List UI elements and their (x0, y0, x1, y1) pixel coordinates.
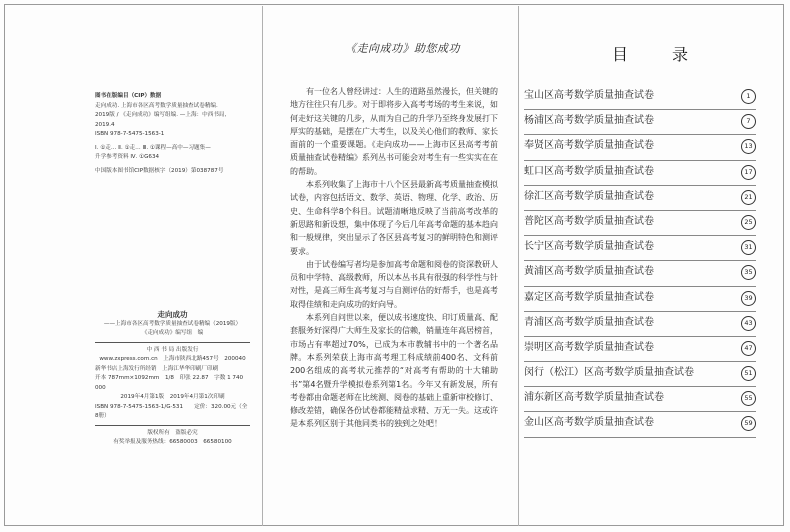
imprint-block (95, 310, 250, 448)
toc-page-number: 43 (741, 316, 756, 331)
cip-line: Ⅰ. ①走… Ⅱ. ①走… Ⅲ. ①课程—高中—习题集— (95, 144, 211, 151)
imprint-rights: 版权所有 盗版必究 (147, 429, 198, 436)
imprint-distributor: 新华书店上海发行所经销 上海江华华印刷厂印刷 (95, 365, 219, 372)
toc-item-label: 闵行（松江）区高考数学质量抽查试卷 (524, 367, 694, 379)
intro-paragraph: 本系列收集了上海市十八个区县最新高考质量抽查模拟试卷，内容包括语文、数学、英语、物理、化学、政治、历史、生命科学8个科目。试题清晰地反映了当前高考改革的新思路和新设想，集中体现了今后几年高考命题的基本趋向和一般规律，突出显示了各区县高考复习的鲜明特色和测评要求。 (290, 180, 498, 256)
toc-item[interactable] (524, 412, 756, 437)
toc-item-label: 黄浦区高考数学质量抽查试卷 (524, 266, 654, 278)
intro-title: 《走向成功》助您成功 (345, 42, 460, 55)
imprint-format: 开本 787mm×1092mm 1/8 印张 22.87 字数 1 740 000 (95, 375, 244, 391)
toc-item[interactable] (524, 186, 756, 211)
intro-paragraph: 本系列自问世以来，便以成书速度快、印订质量高、配套服务好深得广大师生及家长的信赖，销量连年高居榜首，市场占有率超过70%，已成为本市教辅书中的一个著名品牌。本系列荣获上海市高考理工科成绩前400名、文科前200名组成的高考状元推荐的“对高考有帮助的十大辅助书”第4名暨升学模拟卷系列第1名。今年又有新发展，所有考卷都由命题老师在比统测、阅卷的基础上重新审校修订、修改差错，确保各份试卷都能精益求精、万无一失。这或许是本系列区别于其他同类书的独到之处吧！ (290, 313, 498, 429)
toc-item-label: 奉贤区高考数学质量抽查试卷 (524, 140, 654, 152)
toc-item-label: 嘉定区高考数学质量抽查试卷 (524, 291, 654, 303)
imprint-publisher: 中 西 书 局 出版发行 (146, 346, 199, 353)
toc-item-label: 徐汇区高考数学质量抽查试卷 (524, 190, 654, 202)
toc-item[interactable] (524, 261, 756, 286)
toc-page-number: 55 (741, 391, 756, 406)
toc-item[interactable] (524, 211, 756, 236)
toc-page-number: 47 (741, 341, 756, 356)
toc-item[interactable] (524, 362, 756, 387)
toc-item[interactable] (524, 387, 756, 412)
intro-paragraph: 由于试卷编写者均是参加高考命题和阅卷的资深教研人员和中学特、高级教师，所以本丛书具有很强的科学性与针对性，是高三师生高考复习与自测评估的好帮手，也是高考取得佳绩和走向成功的好向导。 (290, 259, 498, 309)
cip-line: ISBN 978-7-5475-1563-1 (95, 131, 165, 137)
cip-line: 走向成功. 上海市各区高考数学质量抽查试卷精编. (95, 102, 218, 109)
column-divider (518, 6, 519, 526)
toc-item-label: 宝山区高考数学质量抽查试卷 (524, 90, 654, 101)
cip-line: 中国版本图书馆CIP数据核字（2019）第038787号 (95, 167, 224, 174)
imprint-rule (95, 425, 250, 426)
toc-item-label: 虹口区高考数学质量抽查试卷 (524, 165, 654, 177)
imprint-title: 走向成功 (157, 310, 188, 319)
cip-line: 2019版 / 《走向成功》编写组编. —上海：中西书局, (95, 112, 227, 118)
cip-line: 升学参考资料 Ⅳ. ①G634 (95, 154, 160, 160)
imprint-edition: 2019年4月第1版 2019年4月第1次印刷 (120, 394, 225, 400)
toc-item[interactable] (524, 312, 756, 337)
imprint-subtitle: ——上海市各区高考数学质量抽查试卷精编（2019版） (103, 320, 242, 327)
column-divider (262, 6, 263, 526)
toc-page-number: 59 (741, 416, 756, 431)
toc-item-label: 浦东新区高考数学质量抽查试卷 (524, 392, 664, 404)
imprint-rule (95, 342, 250, 343)
toc-title: 目 录 (612, 45, 703, 64)
toc-item-label: 金山区高考数学质量抽查试卷 (524, 417, 654, 429)
toc-item-label: 长宁区高考数学质量抽查试卷 (524, 241, 654, 253)
toc-item[interactable] (524, 135, 756, 160)
cip-block (95, 92, 250, 176)
imprint-hotline: 有奖举报及服务热线：66580003 66580100 (113, 439, 232, 445)
imprint-isbn-price: ISBN 978-7-5475-1563-1/G·531 定价：320.00元（全8册） (95, 403, 248, 419)
toc-page-number: 35 (741, 265, 756, 280)
intro-body (290, 85, 498, 431)
imprint-address: www.zxpress.com.cn 上海市陕西北路457号 200040 (99, 356, 246, 362)
toc-page-number: 1 (741, 89, 756, 104)
toc-page-number: 7 (741, 114, 756, 129)
cip-line: 2019.4 (95, 121, 115, 128)
toc-item-label: 青浦区高考数学质量抽查试卷 (524, 316, 654, 328)
toc-page-number: 17 (741, 165, 756, 180)
toc-item[interactable] (524, 337, 756, 362)
toc-item-label: 崇明区高考数学质量抽查试卷 (524, 341, 654, 353)
toc-item[interactable] (524, 85, 756, 110)
toc-item[interactable] (524, 287, 756, 312)
toc-item[interactable] (524, 236, 756, 261)
toc-list (524, 85, 756, 438)
toc-item-label: 普陀区高考数学质量抽查试卷 (524, 215, 654, 227)
cip-heading: 图书在版编目（CIP）数据 (95, 93, 162, 99)
toc-page-number: 31 (741, 240, 756, 255)
toc-item-label: 杨浦区高考数学质量抽查试卷 (524, 115, 654, 127)
toc-item[interactable] (524, 110, 756, 135)
imprint-editor: 《走向成功》编写组 编 (141, 330, 204, 336)
toc-item[interactable] (524, 161, 756, 186)
intro-paragraph: 有一位名人曾经讲过：人生的道路虽然漫长，但关键的地方往往只有几步。对于即将步入高考考场的考生来说，如何走好这关键的几步，从而为自己的升学乃至终身发展打下厚实的基础，是摆在广大考生，以及关心他们的教师、家长面前的一个重要课题。《走向成功——上海市区县高考考前质量抽查试卷精编》系列丛书可能会对考生有一些实实在在的帮助。 (290, 87, 498, 176)
toc-page-number: 25 (741, 215, 756, 230)
toc-page-number: 51 (741, 366, 756, 381)
toc-page-number: 39 (741, 291, 756, 306)
toc-page-number: 13 (741, 139, 756, 154)
toc-page-number: 21 (741, 190, 756, 205)
